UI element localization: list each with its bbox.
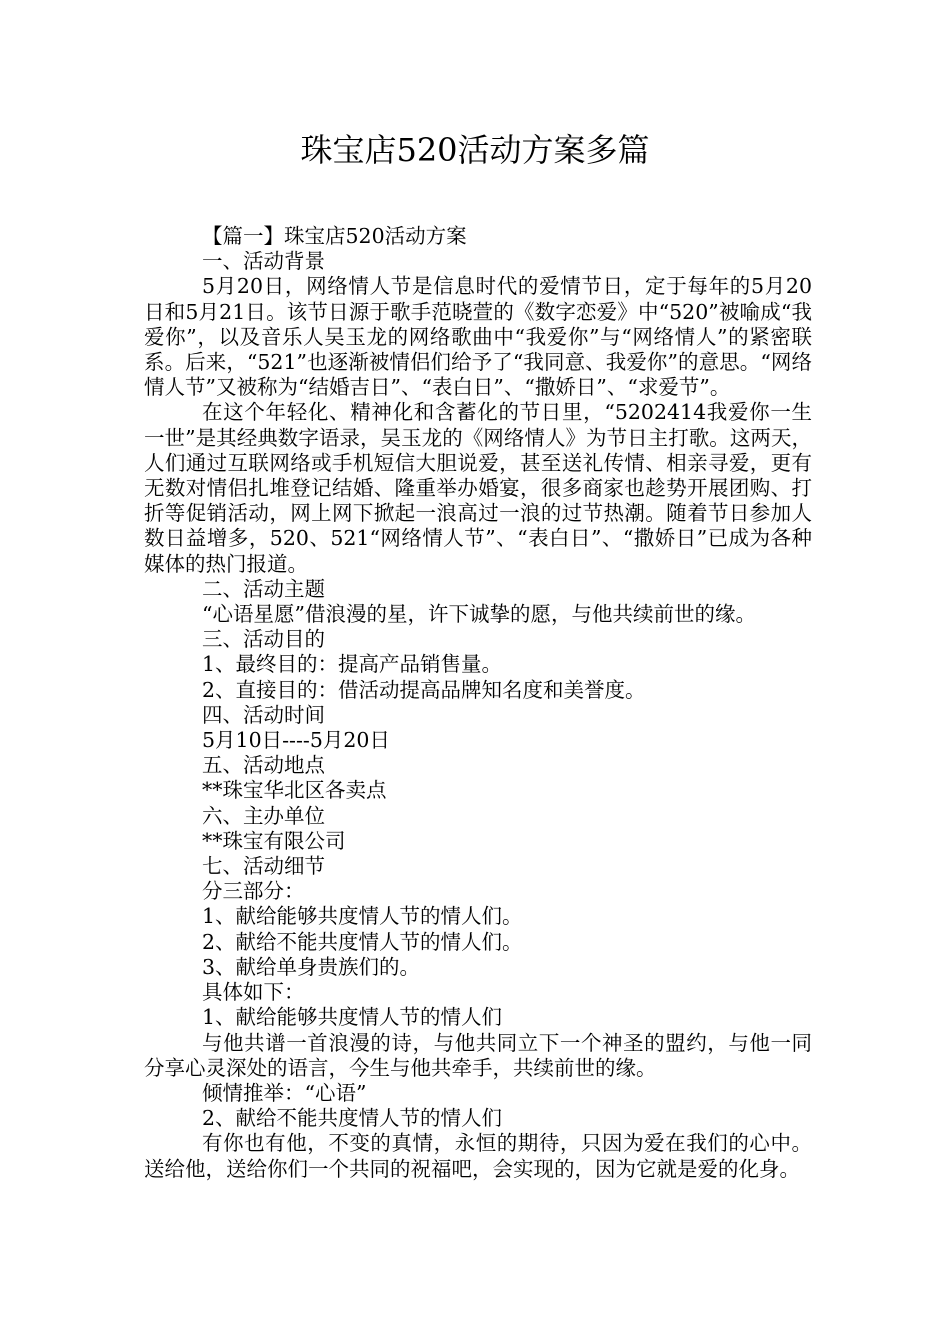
text-line: 5月10日----5月20日 xyxy=(202,728,390,753)
text-line: 具体如下： xyxy=(202,980,305,1005)
document-title: 珠宝店520活动方案多篇 xyxy=(300,131,650,169)
paragraph: 与他共谱一首浪漫的诗，与他共同立下一个神圣的盟约，与他一同分享心灵深处的语言，今生与他共牵手，共续前世的缘。 xyxy=(144,1030,812,1080)
subsection-heading: 四、活动时间 xyxy=(202,702,325,727)
paragraph: “心语星愿”借浪漫的星，许下诚挚的愿，与他共续前世的缘。 xyxy=(202,602,756,627)
subsection-heading: 一、活动背景 xyxy=(202,249,325,274)
subsection-heading: 三、活动目的 xyxy=(202,627,325,652)
paragraph: 有你也有他，不变的真情，永恒的期待，只因为爱在我们的心中。送给他，送给你们一个共同的祝福吧，会实现的，因为它就是爱的化身。 xyxy=(144,1131,812,1181)
text-line: 1、献给能够共度情人节的情人们。 xyxy=(202,904,523,929)
subsection-heading: 五、活动地点 xyxy=(202,753,325,778)
text-line: **珠宝华北区各卖点 xyxy=(202,778,387,803)
text-line: 2、献给不能共度情人节的情人们。 xyxy=(202,929,523,954)
text-line: 2、献给不能共度情人节的情人们 xyxy=(202,1106,503,1131)
text-line: 分三部分： xyxy=(202,879,305,904)
subsection-heading: 六、主办单位 xyxy=(202,803,325,828)
subsection-heading: 二、活动主题 xyxy=(202,576,325,601)
document-body xyxy=(144,224,812,1182)
paragraph: 在这个年轻化、精神化和含蓄化的节日里，“5202414我爱你一生一世”是其经典数字语录，吴玉龙的《网络情人》为节日主打歌。这两天，人们通过互联网络或手机短信大胆说爱，甚至送礼传情、相亲寻爱，更有无数对情侣扎堆登记结婚、隆重举办婚宴，很多商家也趁势开展团购、打折等促销活动，网上网下掀起一浪高过一浪的过节热潮。随着节日参加人数日益增多，520、521“网络情人节”、“表白日”、“撒娇日”已成为各种媒体的热门报道。 xyxy=(144,400,812,576)
section-heading: 【篇一】珠宝店520活动方案 xyxy=(202,224,467,248)
text-line: 3、献给单身贵族们的。 xyxy=(202,954,421,979)
subsection-heading: 七、活动细节 xyxy=(202,854,325,879)
paragraph: 5月20日，网络情人节是信息时代的爱情节日，定于每年的5月20日和5月21日。该节日源于歌手范晓萱的《数字恋爱》中“520”被喻成“我爱你”，以及音乐人吴玉龙的网络歌曲中“我爱你”与“网络情人”的紧密联系。后来，“521”也逐渐被情侣们给予了“我同意、我爱你”的意思。“网络情人节”又被称为“结婚吉日”、“表白日”、“撒娇日”、“求爱节”。 xyxy=(144,274,812,400)
text-line: 1、最终目的：提高产品销售量。 xyxy=(202,652,503,677)
text-line: 1、献给能够共度情人节的情人们 xyxy=(202,1005,503,1030)
text-line: 2、直接目的：借活动提高品牌知名度和美誉度。 xyxy=(202,677,646,702)
text-line: 倾情推举：“心语” xyxy=(202,1080,367,1105)
text-line: **珠宝有限公司 xyxy=(202,828,346,853)
